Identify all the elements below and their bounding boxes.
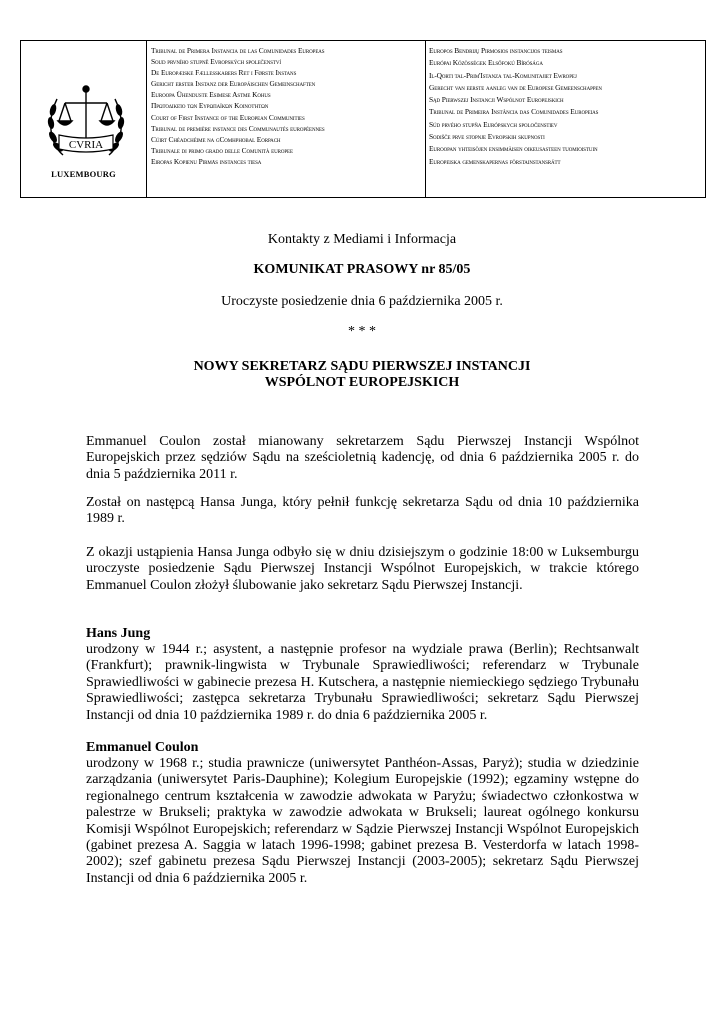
paragraph-appointment: Emmanuel Coulon został mianowany sekretarzem Sądu Pierwszej Instancji Wspólnot Europejskich przez sędziów Sądu na sześcioletnią kadencję, od dnia 6 października 2005 r. do dnia 5 października 2011 r. — [86, 434, 639, 482]
court-names-left — [147, 41, 426, 197]
court-name: Tribunale di primo grado delle Comunità europee — [151, 145, 293, 155]
coulon-heading: Emmanuel Coulon — [86, 740, 199, 755]
court-name: Gerecht van eerste aanleg van de Europese Gemeenschappen — [429, 82, 602, 92]
jung-bio: urodzony w 1944 r.; asystent, a następnie profesor na wydziale prawa (Berlin); Rechtsanwalt (Frankfurt); prawnik-lingwista w Trybunale Sprawiedliwości; referendarz w Trybunale Sprawiedliwości w gabinecie prezesa H. Kutschera, a następnie niemieckiego sędziego Trybunału Sprawiedliwości; zastępca sekretarza Trybunału Sprawiedliwości; sekretarz Sądu Pierwszej Instancji od dnia 10 października 1989 r. do dnia 6 października 2005 r. — [86, 642, 639, 723]
court-name: Euroopa Ühenduste Esimese Astme Kohus — [151, 90, 271, 100]
court-name: Euroopan yhteisöjen ensimmäisen oikeusasteen tuomioistuin — [429, 144, 598, 154]
city-label: LUXEMBOURG — [51, 169, 116, 179]
session-date: Uroczyste posiedzenie dnia 6 października 2005 r. — [221, 294, 503, 309]
court-name: De Europæiske Fællesskabers Ret i Første Instans — [151, 68, 297, 78]
court-name: Európai Közösségek Elsőfokú Bírósága — [429, 58, 543, 68]
court-name: Soud prvního stupně Evropských společenství — [151, 57, 281, 67]
court-names-right — [426, 41, 705, 197]
court-name: Tribunal de première instance des Communautés européennes — [151, 123, 325, 133]
press-release-number: KOMUNIKAT PRASOWY nr 85/05 — [253, 262, 471, 277]
court-name: Súd prvého stupňa Európskych spoločenstiev — [429, 119, 558, 129]
letterhead — [20, 40, 706, 198]
logo-cell — [21, 41, 147, 197]
court-name: Πρωτοδικείο των Ευρωπαϊκών Κοινοτήτων — [151, 101, 269, 111]
court-names — [147, 41, 705, 197]
logo-text: CVRIA — [68, 139, 104, 151]
court-name: Cúirt Chéadchéime na gComhphobal Eorpach — [151, 134, 281, 144]
court-name: Tribunal de Primera Instancia de las Comunidades Europeas — [151, 46, 325, 55]
court-name: Tribunal de Primeira Instância das Comunidades Europeias — [429, 107, 599, 117]
paragraph-ceremony: Z okazji ustąpienia Hansa Junga odbyło się w dniu dzisiejszym o godzinie 18:00 w Luksemburgu uroczyste posiedzenie Sądu Pierwszej Instancji Wspólnot Europejskich, w trakcie którego Emmanuel Coulon złożył ślubowanie jako sekretarz Sądu Pierwszej Instancji. — [86, 545, 639, 593]
title-line-2: WSPÓLNOT EUROPEJSKICH — [264, 375, 460, 390]
jung-heading: Hans Jung — [86, 626, 151, 641]
court-name: Court of First Instance of the European Communities — [151, 112, 305, 122]
court-name: Europos Bendrijų Pirmosios instancijos teismas — [429, 46, 563, 55]
coulon-bio: urodzony w 1968 r.; studia prawnicze (uniwersytet Panthéon-Assas, Paryż); studia w dziedzinie zarządzania (uniwersytet Paris-Dauphine); Kolegium Europejskie (1992); egzaminy wstępne do regionalnego centrum kształcenia w zawodzie adwokata w Paryżu; świadectwo członkostwa w palestrze w Brukseli; praktyka w zawodzie adwokata w Brukseli; laureat ogólnego konkursu Komisji Wspólnot Europejskich; referendarz w Sądzie Pierwszej Instancji Wspólnot Europejskich (gabinet prezesa A. Saggia w latach 1996-1998; gabinet prezesa B. Vesterdorfa w latach 1998-2002); szef gabinetu prezesa Sądu Pierwszej Instancji (2003-2005); sekretarz Sądu Pierwszej Instancji od dnia 6 października 2005 r. — [86, 756, 639, 886]
court-name: Sodišče prve stopnje Evropskih skupnosti — [429, 132, 545, 142]
cvria-emblem-icon — [43, 77, 129, 167]
separator: * * * — [348, 324, 376, 339]
court-name: Europeiska gemenskapernas förstainstansrätt — [429, 156, 561, 166]
court-name: Gericht erster Instanz der Europäischen Gemeinschaften — [151, 79, 316, 89]
paragraph-succession: Został on następcą Hansa Junga, który pełnił funkcję sekretarza Sądu od dnia 10 października 1989 r. — [86, 495, 639, 527]
court-name: Eiropas Kopienu Pirmās instances tiesa — [151, 156, 262, 166]
court-name: Sąd Pierwszej Instancji Wspólnot Europejskich — [429, 95, 564, 105]
court-name: Il-Qorti tal-Prim'Istanza tal-Komunitajiet Ewropej — [429, 70, 577, 80]
title-line-1: NOWY SEKRETARZ SĄDU PIERWSZEJ INSTANCJI — [193, 359, 531, 374]
contact-line: Kontakty z Mediami i Informacja — [267, 232, 457, 247]
